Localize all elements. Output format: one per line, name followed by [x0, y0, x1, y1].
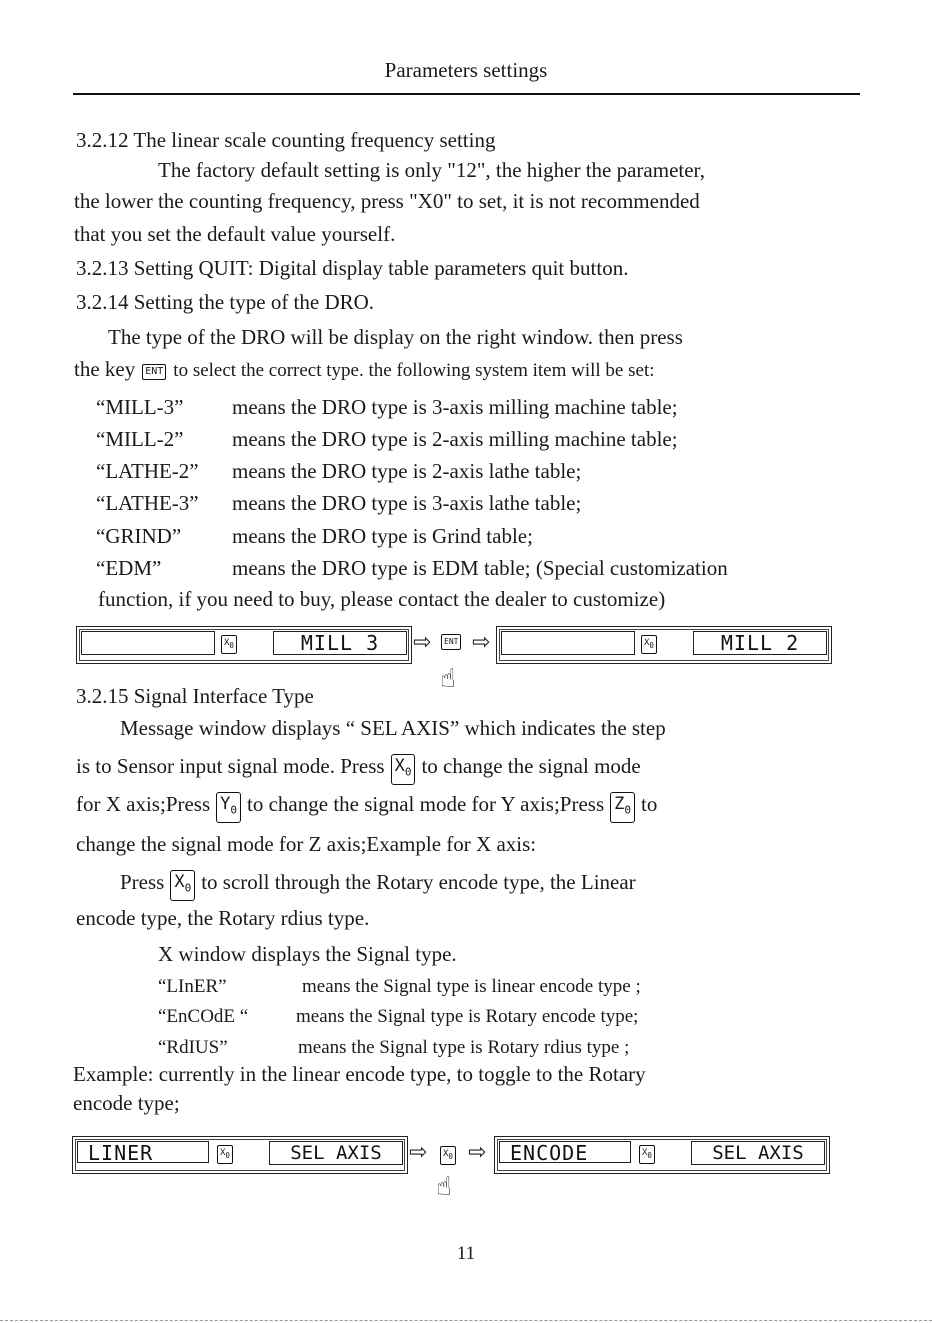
- ent-key-icon: ENT: [441, 634, 461, 650]
- pointing-hand-icon: ☝: [436, 1172, 452, 1202]
- dro-type-desc: means the DRO type is EDM table; (Special customization: [232, 556, 728, 580]
- line-text: to scroll through the Rotary encode type, the Linear: [201, 870, 636, 894]
- line2-post: to select the correct type. the following system item will be set:: [173, 360, 655, 381]
- pointing-hand-icon: ☝: [440, 664, 456, 694]
- page-number: 11: [456, 1243, 476, 1264]
- x0-key-icon: $X_0$: [440, 1146, 456, 1165]
- section-3-2-15-line3: [76, 792, 657, 823]
- dro-type-window: MILL_2: [693, 631, 827, 655]
- axis-window: ENCODE: [499, 1141, 631, 1163]
- dro-type-desc: means the DRO type is 3-axis milling machine table;: [232, 395, 678, 419]
- display-panel-after: [494, 1136, 830, 1174]
- line-text: is to Sensor input signal mode. Press: [76, 754, 385, 778]
- x0-key-icon: $X_0$: [217, 1145, 233, 1164]
- line-text: to change the signal mode for Y axis;Press: [247, 792, 605, 816]
- section-3-2-14-line1: The type of the DRO will be display on the right window. then press: [108, 325, 683, 349]
- signal-type-term: “RdIUS”: [158, 1037, 228, 1058]
- y0-key-icon: $Y_0$: [216, 792, 241, 822]
- dro-type-term: “LATHE-2”: [96, 459, 199, 483]
- line-text: to change the signal mode: [421, 754, 641, 778]
- dro-type-term: “GRIND”: [96, 524, 182, 548]
- section-3-2-15-line5: [120, 870, 636, 901]
- line2-pre: the key: [74, 357, 136, 381]
- section-3-2-15-heading: 3.2.15 Signal Interface Type: [76, 684, 314, 708]
- right-arrow-icon: ⇨: [472, 630, 491, 655]
- dro-type-desc: means the DRO type is 2-axis lathe table;: [232, 459, 582, 483]
- z0-key-icon: $Z_0$: [610, 792, 635, 822]
- signal-type-desc: means the Signal type is Rotary encode type;: [296, 1006, 639, 1027]
- dro-type-desc: means the DRO type is 2-axis milling machine table;: [232, 427, 678, 451]
- x0-key-icon: $X_0$: [221, 635, 237, 654]
- signal-type-term: “EnCOdE “: [158, 1006, 249, 1027]
- dro-type-term: “EDM”: [96, 556, 162, 580]
- display-panel-before: [72, 1136, 408, 1174]
- section-3-2-12-line2: the lower the counting frequency, press "X0" to set, it is not recommended: [74, 189, 700, 213]
- line-text: Press: [120, 870, 165, 894]
- display-panel-before: [76, 626, 412, 664]
- dro-type-window: MILL_3: [273, 631, 407, 655]
- section-3-2-15-line7: X window displays the Signal type.: [158, 942, 457, 966]
- right-arrow-icon: ⇨: [468, 1140, 487, 1165]
- header-rule: [73, 93, 860, 95]
- section-3-2-15-line2: [76, 754, 641, 785]
- dro-type-term: “MILL-2”: [96, 427, 184, 451]
- section-3-2-13-text: 3.2.13 Setting QUIT: Digital display table parameters quit button.: [76, 256, 629, 280]
- dro-type-desc: means the DRO type is Grind table;: [232, 524, 533, 548]
- section-3-2-14-line2: [74, 357, 655, 382]
- section-3-2-12-heading: 3.2.12 The linear scale counting frequency setting: [76, 128, 496, 152]
- display-panel-after: [496, 626, 832, 664]
- x0-key-icon: $X_0$: [170, 870, 195, 900]
- dro-type-term: “LATHE-3”: [96, 491, 199, 515]
- line-text: for X axis;Press: [76, 792, 211, 816]
- page-header-title: Parameters settings: [384, 58, 548, 82]
- x0-key-icon: $X_0$: [639, 1145, 655, 1164]
- example-line2: encode type;: [73, 1091, 180, 1115]
- example-line1: Example: currently in the linear encode type, to toggle to the Rotary: [73, 1062, 646, 1086]
- right-arrow-icon: ⇨: [409, 1140, 428, 1165]
- dro-type-desc: means the DRO type is 3-axis lathe table;: [232, 491, 582, 515]
- x0-key-icon: $X_0$: [391, 754, 416, 784]
- section-3-2-15-line6: encode type, the Rotary rdius type.: [76, 906, 370, 930]
- ent-key-icon: ENT: [142, 364, 166, 380]
- signal-type-desc: means the Signal type is linear encode type ;: [302, 976, 641, 997]
- message-window: SEL AXIS: [269, 1141, 403, 1165]
- section-3-2-12-line1: The factory default setting is only "12", the higher the parameter,: [158, 158, 705, 182]
- right-arrow-icon: ⇨: [413, 630, 432, 655]
- signal-type-term: “LInER”: [158, 976, 227, 997]
- message-window: SEL AXIS: [691, 1141, 825, 1165]
- axis-window: [501, 631, 635, 655]
- axis-window: [81, 631, 215, 655]
- page-bottom-edge: [0, 1320, 932, 1321]
- axis-window: LINER: [77, 1141, 209, 1163]
- section-3-2-12-line3: that you set the default value yourself.: [74, 222, 396, 246]
- section-3-2-14-tail: function, if you need to buy, please contact the dealer to customize): [98, 587, 666, 611]
- line-text: to: [641, 792, 658, 816]
- signal-type-desc: means the Signal type is Rotary rdius type ;: [298, 1037, 630, 1058]
- dro-type-term: “MILL-3”: [96, 395, 184, 419]
- section-3-2-14-heading: 3.2.14 Setting the type of the DRO.: [76, 290, 375, 314]
- x0-key-icon: $X_0$: [641, 635, 657, 654]
- section-3-2-15-line1: Message window displays “ SEL AXIS” which indicates the step: [120, 716, 666, 740]
- section-3-2-15-line4: change the signal mode for Z axis;Example for X axis:: [76, 832, 537, 856]
